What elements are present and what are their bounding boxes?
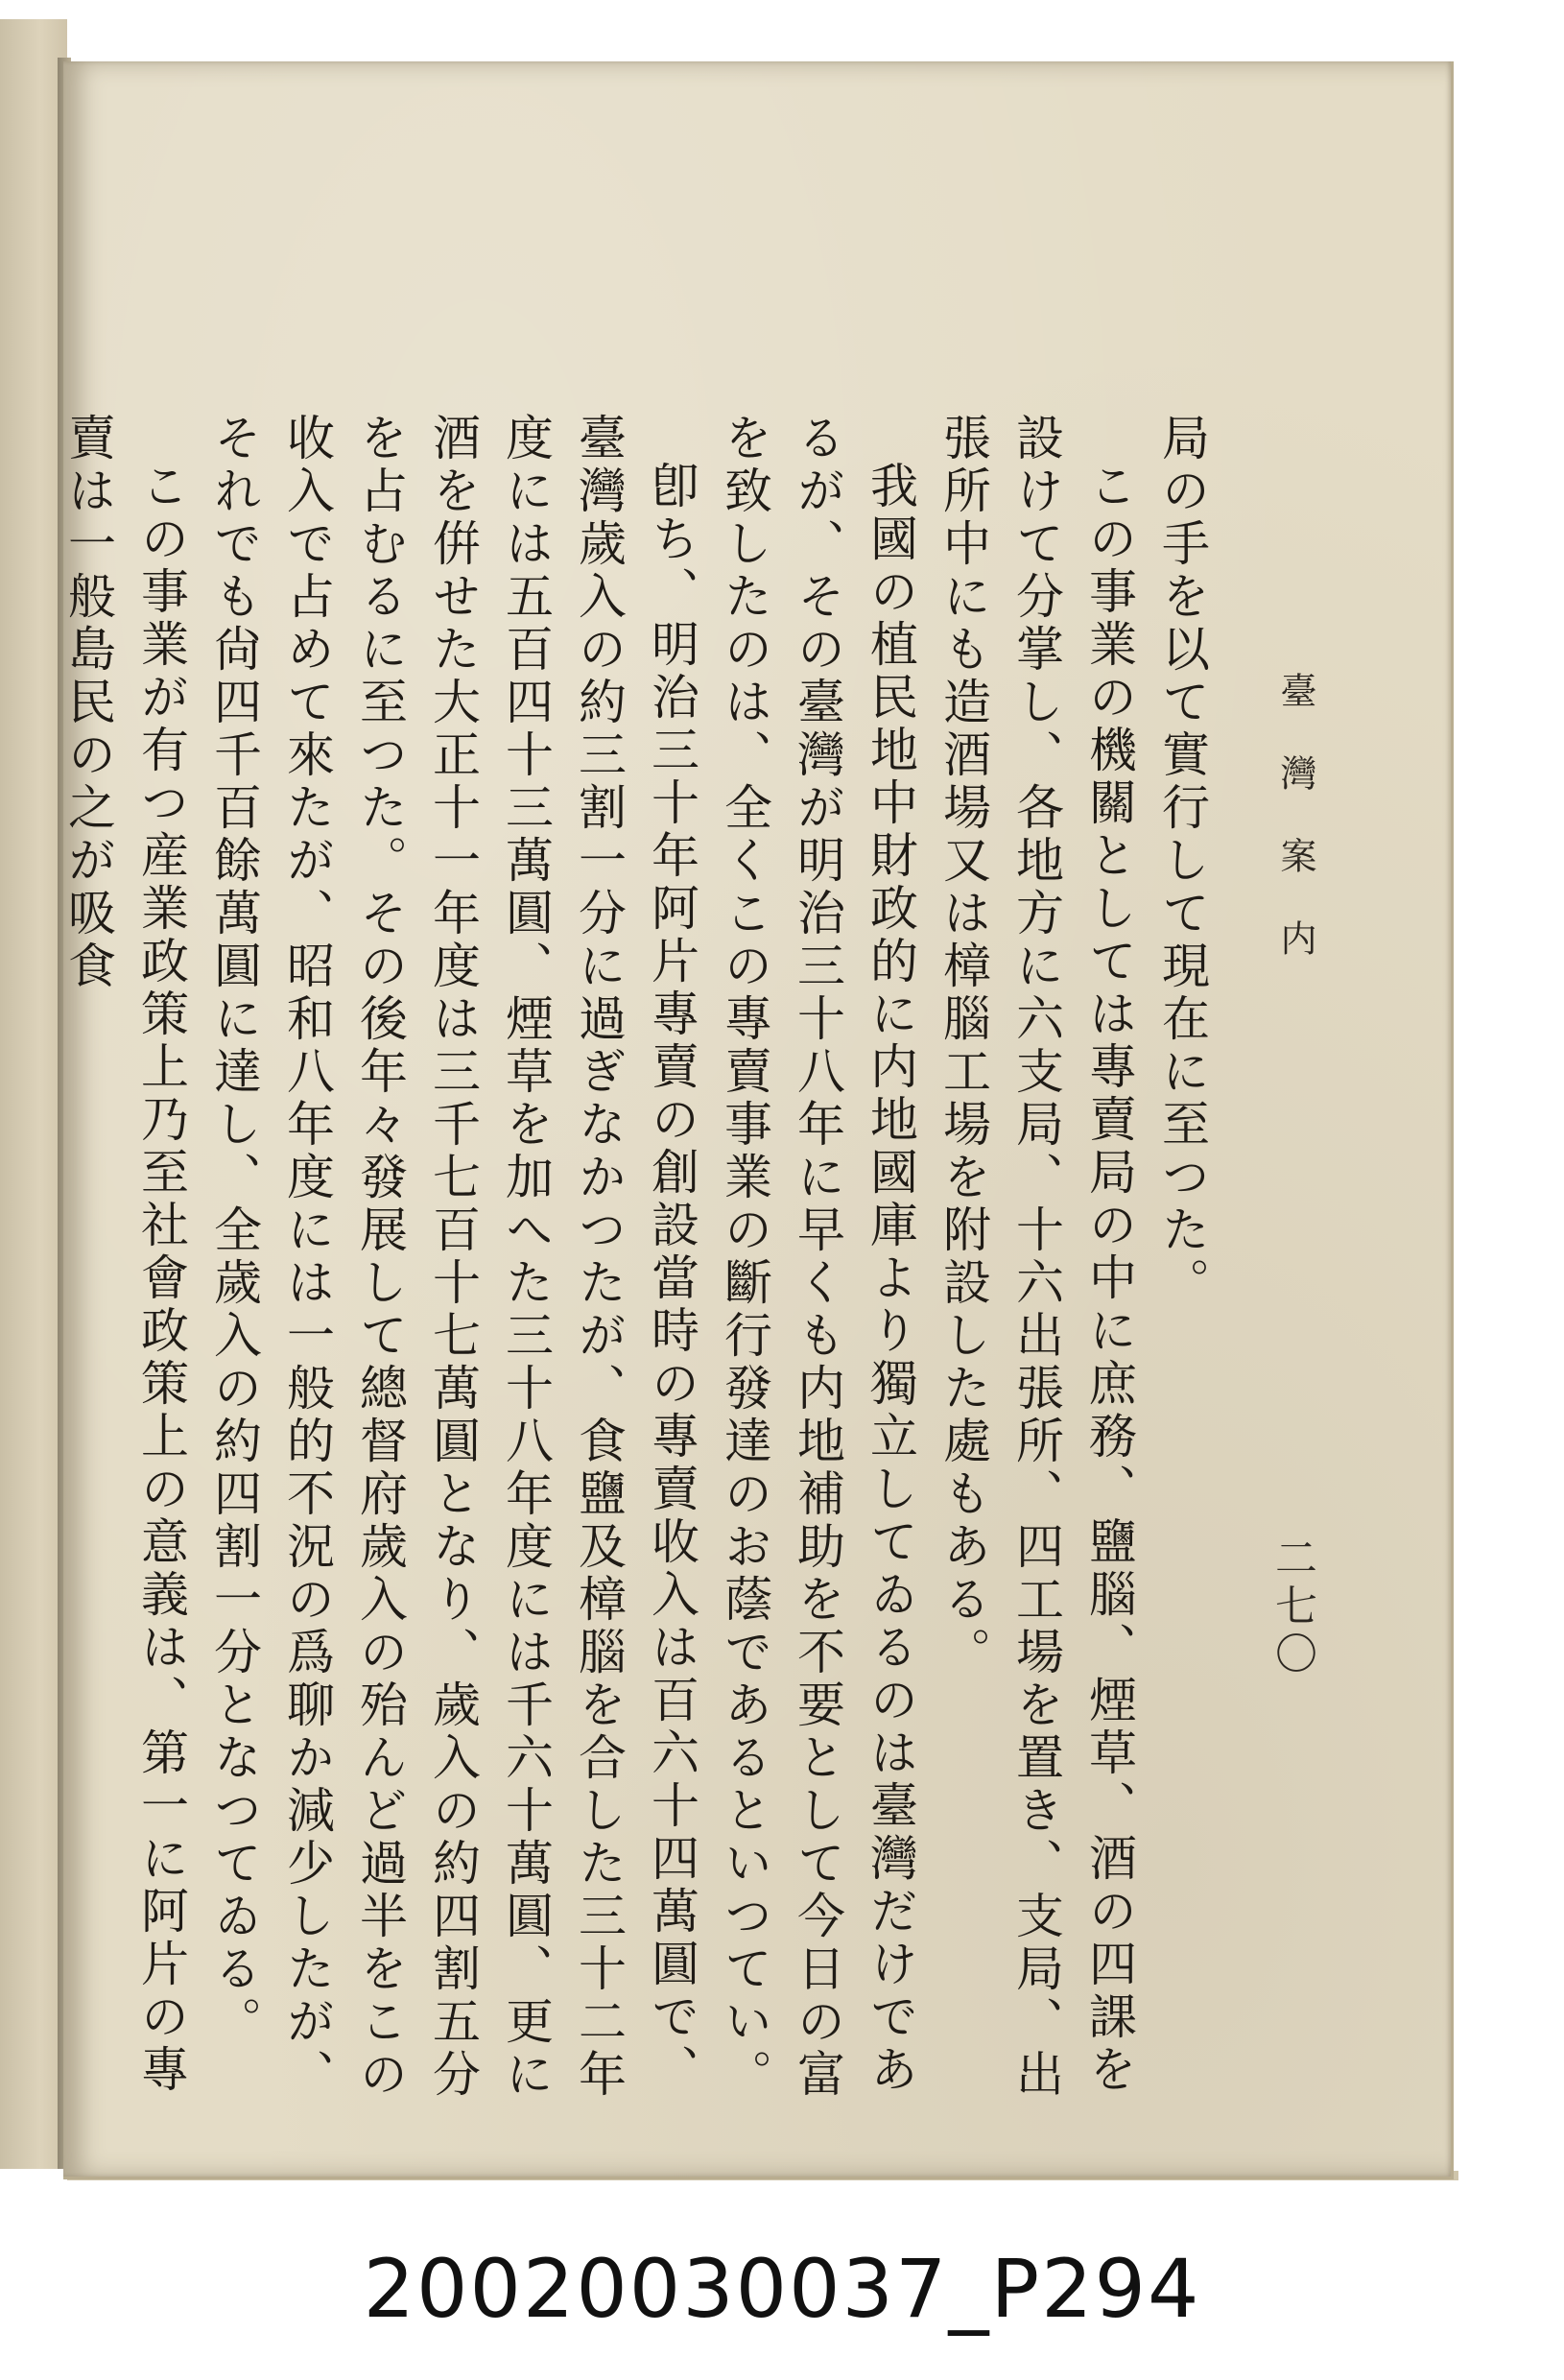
page-number: 二七〇 <box>1268 1535 1316 1679</box>
running-header: 臺 灣 案 内 <box>1274 672 1316 974</box>
paragraph: この事業の機關としては專賣局の中に庶務、鹽腦、煙草、酒の四課を設けて分掌し、各地方に六支局、十六出張所、四工場を置き、支局、出張所中にも造酒場又は樟腦工場を附設した處もある。 <box>936 413 1137 2102</box>
vertical-body-text <box>60 413 1219 2102</box>
paragraph: この事業が有つ産業政策上乃至社會政策上の意義は、第一に阿片の專賣は一般島民の之が吸食 <box>60 413 189 2097</box>
catalog-id-caption: 20020030037_P294 <box>363 2242 1201 2336</box>
paragraph: 卽ち、明治三十年阿片專賣の創設當時の專賣收入は百六十四萬圓で、臺灣歲入の約三割一分に過ぎなかつたが、食鹽及樟腦を合した三十二年度には五百四十三萬圓、煙草を加へた三十八年度には千六十萬圓、更に酒を倂せた大正十一年度は三千七百十七萬圓となり、歲入の約四割五分を占むるに至つた。その後年々發展して總督府歲入の殆んど過半をこの收入で占めて來たが、昭和八年度には一般的不況の爲聊か減少したが、それでも尙四千百餘萬圓に達し、全歲入の約四割一分となつてゐる。 <box>206 413 699 2102</box>
paragraph: 我國の植民地中財政的に内地國庫より獨立してゐるのは臺灣だけであるが、その臺灣が明治三十八年に早くも内地補助を不要として今日の富を致したのは、全くこの專賣事業の斷行發達のお蔭であるといつてい。 <box>717 413 918 2102</box>
paragraph: 局の手を以て實行して現在に至つた。 <box>1154 413 1210 1310</box>
